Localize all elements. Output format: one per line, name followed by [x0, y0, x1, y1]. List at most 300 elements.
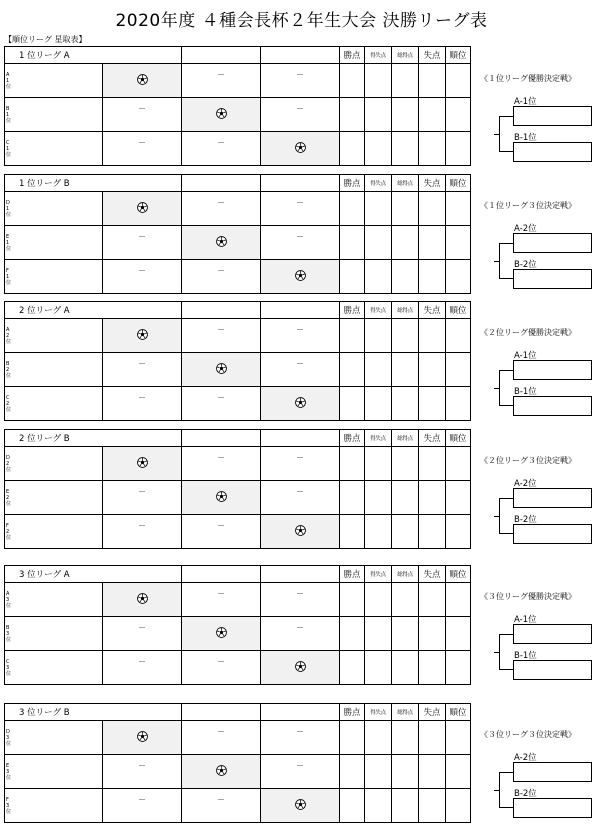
- stat-header: 順位: [446, 302, 471, 319]
- stat-header: 得失点: [365, 302, 392, 319]
- team-label: D 1 位: [5, 192, 103, 226]
- stat-cell[interactable]: [419, 64, 446, 98]
- header-blank-cell: [261, 175, 340, 192]
- final-score-box-1[interactable]: [513, 624, 592, 644]
- self-match-cell: [182, 481, 261, 515]
- self-match-cell: [103, 64, 182, 98]
- stat-cell[interactable]: [419, 515, 446, 549]
- stat-cell[interactable]: [392, 721, 419, 755]
- soccer-ball-icon: [216, 627, 227, 638]
- stat-header: 得失点: [365, 175, 392, 192]
- soccer-ball-icon: [216, 108, 227, 119]
- match-result-cell[interactable]: [182, 260, 261, 294]
- stat-header: 失点: [419, 302, 446, 319]
- match-result-cell[interactable]: [182, 319, 261, 353]
- team-row: [5, 651, 471, 685]
- match-dash: －: [296, 761, 304, 770]
- stat-cell[interactable]: [340, 64, 365, 98]
- bracket-line: [499, 116, 513, 152]
- stat-header: 失点: [419, 704, 446, 721]
- header-blank-cell: [182, 704, 261, 721]
- team-label: C 1 位: [5, 132, 103, 166]
- final-title: 《３位リーグ３位決定戦》: [480, 730, 576, 739]
- bracket-stem: [494, 388, 499, 389]
- stat-cell[interactable]: [419, 789, 446, 823]
- match-dash: －: [296, 70, 305, 79]
- stat-cell[interactable]: [419, 192, 446, 226]
- league-table: [4, 174, 470, 294]
- team-row: [5, 515, 471, 549]
- match-result-cell[interactable]: [103, 515, 182, 549]
- stat-header: 失点: [419, 430, 446, 447]
- match-result-cell[interactable]: [261, 353, 340, 387]
- self-match-cell: [182, 617, 261, 651]
- stat-cell[interactable]: [446, 447, 471, 481]
- team-label: C 3 位: [5, 651, 103, 685]
- stat-header: 失点: [419, 175, 446, 192]
- stat-header: 総得点: [392, 175, 419, 192]
- stat-cell[interactable]: [419, 617, 446, 651]
- stat-cell[interactable]: [365, 319, 392, 353]
- stat-cell[interactable]: [392, 481, 419, 515]
- self-match-cell: [261, 789, 340, 823]
- match-dash: －: [296, 325, 305, 334]
- stat-cell[interactable]: [365, 192, 392, 226]
- league-table: [4, 703, 470, 823]
- stat-cell[interactable]: [392, 353, 419, 387]
- match-result-cell[interactable]: [182, 387, 261, 421]
- stat-cell[interactable]: [446, 226, 471, 260]
- final-participant-1: A-1位: [514, 351, 537, 361]
- team-row: [5, 353, 471, 387]
- stat-cell[interactable]: [419, 353, 446, 387]
- match-result-cell[interactable]: [103, 353, 182, 387]
- final-bracket: [480, 327, 602, 397]
- match-dash: －: [138, 266, 146, 275]
- match-result-cell[interactable]: [182, 64, 261, 98]
- match-result-cell[interactable]: [103, 755, 182, 789]
- stat-cell[interactable]: [419, 387, 446, 421]
- match-dash: －: [138, 104, 146, 113]
- stat-header: 得失点: [365, 47, 392, 64]
- final-score-box-1[interactable]: [513, 233, 592, 253]
- soccer-ball-icon: [137, 457, 148, 468]
- stat-cell[interactable]: [340, 515, 365, 549]
- stat-cell[interactable]: [419, 721, 446, 755]
- team-label: D 2 位: [5, 447, 103, 481]
- stat-header: 総得点: [392, 704, 419, 721]
- final-participant-2: B-2位: [514, 789, 537, 799]
- stat-cell[interactable]: [446, 260, 471, 294]
- team-label: F 1 位: [5, 260, 103, 294]
- match-dash: －: [296, 623, 305, 632]
- match-dash: －: [296, 487, 304, 496]
- match-dash: －: [217, 657, 226, 666]
- soccer-ball-icon: [295, 270, 306, 281]
- team-label: C 2 位: [5, 387, 103, 421]
- team-row: [5, 447, 471, 481]
- stat-cell[interactable]: [392, 319, 419, 353]
- stat-cell[interactable]: [340, 755, 365, 789]
- final-bracket: [480, 73, 602, 143]
- final-bracket: [480, 729, 602, 799]
- bracket-stem: [494, 261, 499, 262]
- team-label: A 2 位: [5, 319, 103, 353]
- soccer-ball-icon: [295, 799, 306, 810]
- self-match-cell: [182, 226, 261, 260]
- match-dash: －: [217, 266, 225, 275]
- match-result-cell[interactable]: [182, 721, 261, 755]
- stat-cell[interactable]: [392, 387, 419, 421]
- stat-cell[interactable]: [365, 789, 392, 823]
- league-name: 2 位リーグ B: [5, 430, 182, 447]
- league-name: 3 位リーグ B: [5, 704, 182, 721]
- stat-cell[interactable]: [365, 226, 392, 260]
- team-label: A 3 位: [5, 583, 103, 617]
- stat-cell[interactable]: [392, 583, 419, 617]
- stat-cell[interactable]: [392, 447, 419, 481]
- bracket-line: [499, 498, 513, 534]
- header-blank-cell: [261, 566, 340, 583]
- final-score-box-1[interactable]: [513, 360, 592, 380]
- self-match-cell: [103, 583, 182, 617]
- stat-cell[interactable]: [392, 789, 419, 823]
- self-match-cell: [103, 192, 182, 226]
- stat-cell[interactable]: [446, 755, 471, 789]
- stat-cell[interactable]: [446, 192, 471, 226]
- self-match-cell: [182, 353, 261, 387]
- match-result-cell[interactable]: [261, 755, 340, 789]
- team-row: [5, 226, 471, 260]
- match-result-cell[interactable]: [182, 651, 261, 685]
- match-dash: －: [138, 359, 146, 368]
- stat-cell[interactable]: [419, 481, 446, 515]
- team-row: [5, 583, 471, 617]
- stat-header: 順位: [446, 704, 471, 721]
- match-dash: －: [138, 232, 146, 241]
- stat-cell[interactable]: [392, 515, 419, 549]
- stat-cell[interactable]: [365, 617, 392, 651]
- match-result-cell[interactable]: [103, 387, 182, 421]
- match-dash: －: [296, 104, 305, 113]
- stat-cell[interactable]: [340, 132, 365, 166]
- self-match-cell: [261, 260, 340, 294]
- match-dash: －: [217, 70, 226, 79]
- match-result-cell[interactable]: [261, 192, 340, 226]
- stat-cell[interactable]: [419, 319, 446, 353]
- team-label: B 1 位: [5, 98, 103, 132]
- final-title: 《１位リーグ優勝決定戦》: [480, 74, 576, 83]
- match-result-cell[interactable]: [261, 319, 340, 353]
- stat-cell[interactable]: [340, 617, 365, 651]
- final-score-box-1[interactable]: [513, 762, 592, 782]
- stat-cell[interactable]: [392, 226, 419, 260]
- stat-cell[interactable]: [446, 617, 471, 651]
- soccer-ball-icon: [216, 491, 227, 502]
- match-result-cell[interactable]: [261, 617, 340, 651]
- league-name: 2 位リーグ A: [5, 302, 182, 319]
- self-match-cell: [261, 387, 340, 421]
- final-participant-2: B-2位: [514, 515, 537, 525]
- stat-cell[interactable]: [446, 651, 471, 685]
- stat-header: 順位: [446, 430, 471, 447]
- stat-cell[interactable]: [419, 447, 446, 481]
- stat-cell[interactable]: [365, 755, 392, 789]
- match-result-cell[interactable]: [103, 789, 182, 823]
- final-participant-2: B-2位: [514, 260, 537, 270]
- stat-cell[interactable]: [340, 721, 365, 755]
- soccer-ball-icon: [137, 593, 148, 604]
- stat-cell[interactable]: [340, 447, 365, 481]
- league-table: [4, 46, 470, 166]
- stat-cell[interactable]: [446, 387, 471, 421]
- stat-cell[interactable]: [340, 481, 365, 515]
- final-score-box-2[interactable]: [513, 269, 592, 289]
- stat-header: 失点: [419, 47, 446, 64]
- bracket-line: [499, 634, 513, 670]
- self-match-cell: [103, 447, 182, 481]
- team-label: D 3 位: [5, 721, 103, 755]
- stat-header: 総得点: [392, 566, 419, 583]
- stat-cell[interactable]: [340, 260, 365, 294]
- match-dash: －: [296, 359, 305, 368]
- stat-header: 総得点: [392, 47, 419, 64]
- stat-cell[interactable]: [446, 353, 471, 387]
- stat-cell[interactable]: [340, 387, 365, 421]
- stat-cell[interactable]: [446, 98, 471, 132]
- stat-header: 順位: [446, 175, 471, 192]
- final-score-box-1[interactable]: [513, 106, 592, 126]
- team-row: [5, 617, 471, 651]
- stat-cell[interactable]: [392, 755, 419, 789]
- final-bracket: [480, 591, 602, 661]
- bracket-stem: [494, 652, 499, 653]
- match-dash: －: [296, 232, 304, 241]
- league-name: 1 位リーグ B: [5, 175, 182, 192]
- match-result-cell[interactable]: [261, 226, 340, 260]
- final-score-box-2[interactable]: [513, 142, 592, 162]
- final-participant-1: A-1位: [514, 97, 537, 107]
- match-result-cell[interactable]: [103, 132, 182, 166]
- stat-cell[interactable]: [446, 319, 471, 353]
- stat-cell[interactable]: [365, 387, 392, 421]
- stat-cell[interactable]: [392, 617, 419, 651]
- final-title: 《１位リーグ３位決定戦》: [480, 201, 576, 210]
- match-result-cell[interactable]: [261, 481, 340, 515]
- stat-cell[interactable]: [340, 98, 365, 132]
- league-table: [4, 565, 470, 685]
- stat-cell[interactable]: [340, 226, 365, 260]
- soccer-ball-icon: [216, 236, 227, 247]
- match-result-cell[interactable]: [261, 64, 340, 98]
- match-dash: －: [217, 727, 225, 736]
- stat-cell[interactable]: [365, 64, 392, 98]
- match-result-cell[interactable]: [103, 481, 182, 515]
- stat-cell[interactable]: [340, 583, 365, 617]
- header-blank-cell: [182, 47, 261, 64]
- stat-cell[interactable]: [446, 789, 471, 823]
- self-match-cell: [261, 132, 340, 166]
- header-blank-cell: [261, 430, 340, 447]
- stat-header: 勝点: [340, 302, 365, 319]
- stat-cell[interactable]: [446, 481, 471, 515]
- stat-cell[interactable]: [340, 651, 365, 685]
- final-participant-1: A-2位: [514, 753, 537, 763]
- self-match-cell: [261, 515, 340, 549]
- match-result-cell[interactable]: [182, 583, 261, 617]
- match-dash: －: [296, 727, 304, 736]
- league-table: [4, 301, 470, 421]
- stat-cell[interactable]: [446, 721, 471, 755]
- stat-cell[interactable]: [392, 132, 419, 166]
- final-participant-1: A-2位: [514, 479, 537, 489]
- stat-cell[interactable]: [340, 319, 365, 353]
- stat-cell[interactable]: [365, 583, 392, 617]
- stat-cell[interactable]: [340, 789, 365, 823]
- match-dash: －: [217, 325, 226, 334]
- match-result-cell[interactable]: [182, 515, 261, 549]
- header-blank-cell: [261, 302, 340, 319]
- stat-header: 勝点: [340, 430, 365, 447]
- match-dash: －: [138, 623, 146, 632]
- match-result-cell[interactable]: [261, 583, 340, 617]
- league-name: 3 位リーグ A: [5, 566, 182, 583]
- final-title: 《２位リーグ優勝決定戦》: [480, 328, 576, 337]
- stat-cell[interactable]: [365, 721, 392, 755]
- stat-cell[interactable]: [365, 651, 392, 685]
- final-participant-2: B-1位: [514, 387, 537, 397]
- match-result-cell[interactable]: [182, 789, 261, 823]
- stat-cell[interactable]: [365, 481, 392, 515]
- team-label: F 2 位: [5, 515, 103, 549]
- league-name: 1 位リーグ A: [5, 47, 182, 64]
- stat-cell[interactable]: [365, 260, 392, 294]
- match-result-cell[interactable]: [182, 132, 261, 166]
- final-score-box-2[interactable]: [513, 798, 592, 818]
- stat-cell[interactable]: [392, 651, 419, 685]
- match-dash: －: [217, 198, 225, 207]
- header-blank-cell: [182, 566, 261, 583]
- stat-cell[interactable]: [419, 755, 446, 789]
- header-blank-cell: [182, 430, 261, 447]
- soccer-ball-icon: [216, 363, 227, 374]
- bracket-stem: [494, 516, 499, 517]
- team-row: [5, 789, 471, 823]
- match-result-cell[interactable]: [103, 617, 182, 651]
- match-dash: －: [217, 453, 225, 462]
- stat-header: 得失点: [365, 430, 392, 447]
- team-label: A 1 位: [5, 64, 103, 98]
- team-label: E 1 位: [5, 226, 103, 260]
- stat-cell[interactable]: [365, 447, 392, 481]
- match-result-cell[interactable]: [182, 447, 261, 481]
- team-label: B 2 位: [5, 353, 103, 387]
- stat-cell[interactable]: [365, 132, 392, 166]
- stat-cell[interactable]: [419, 260, 446, 294]
- bracket-line: [499, 243, 513, 279]
- stat-cell[interactable]: [340, 353, 365, 387]
- match-result-cell[interactable]: [103, 260, 182, 294]
- stat-cell[interactable]: [419, 226, 446, 260]
- stat-cell[interactable]: [419, 583, 446, 617]
- match-result-cell[interactable]: [103, 226, 182, 260]
- page-title: 2020年度 ４種会長杯２年生大会 決勝リーグ表: [115, 11, 488, 31]
- header-blank-cell: [261, 47, 340, 64]
- stat-cell[interactable]: [419, 132, 446, 166]
- bracket-stem: [494, 134, 499, 135]
- team-label: E 2 位: [5, 481, 103, 515]
- soccer-ball-icon: [295, 525, 306, 536]
- stat-header: 得失点: [365, 704, 392, 721]
- stat-cell[interactable]: [419, 651, 446, 685]
- stat-cell[interactable]: [446, 515, 471, 549]
- stat-cell[interactable]: [419, 98, 446, 132]
- stat-header: 順位: [446, 47, 471, 64]
- stat-cell[interactable]: [392, 64, 419, 98]
- match-result-cell[interactable]: [103, 651, 182, 685]
- stat-cell[interactable]: [446, 583, 471, 617]
- match-dash: －: [138, 761, 146, 770]
- header-blank-cell: [182, 302, 261, 319]
- final-score-box-1[interactable]: [513, 488, 592, 508]
- stat-cell[interactable]: [392, 98, 419, 132]
- match-result-cell[interactable]: [182, 192, 261, 226]
- page-subtitle: 【順位リーグ 星取表】: [4, 35, 87, 44]
- match-dash: －: [217, 589, 226, 598]
- team-row: [5, 98, 471, 132]
- stat-cell[interactable]: [392, 192, 419, 226]
- stat-header: 勝点: [340, 175, 365, 192]
- stat-cell[interactable]: [365, 353, 392, 387]
- soccer-ball-icon: [137, 731, 148, 742]
- match-result-cell[interactable]: [261, 447, 340, 481]
- match-result-cell[interactable]: [261, 98, 340, 132]
- stat-cell[interactable]: [365, 98, 392, 132]
- stat-cell[interactable]: [392, 260, 419, 294]
- final-participant-1: A-2位: [514, 224, 537, 234]
- final-participant-2: B-1位: [514, 133, 537, 143]
- stat-cell[interactable]: [340, 192, 365, 226]
- stat-cell[interactable]: [446, 64, 471, 98]
- final-score-box-2[interactable]: [513, 396, 592, 416]
- match-dash: －: [217, 795, 225, 804]
- soccer-ball-icon: [137, 74, 148, 85]
- stat-header: 総得点: [392, 430, 419, 447]
- stat-header: 勝点: [340, 566, 365, 583]
- self-match-cell: [103, 319, 182, 353]
- match-dash: －: [296, 589, 305, 598]
- team-label: F 3 位: [5, 789, 103, 823]
- final-score-box-2[interactable]: [513, 524, 592, 544]
- bracket-line: [499, 772, 513, 808]
- final-score-box-2[interactable]: [513, 660, 592, 680]
- stat-cell[interactable]: [446, 132, 471, 166]
- team-row: [5, 64, 471, 98]
- final-participant-1: A-1位: [514, 615, 537, 625]
- final-bracket: [480, 455, 602, 525]
- match-dash: －: [296, 453, 304, 462]
- match-dash: －: [296, 198, 304, 207]
- match-dash: －: [138, 393, 146, 402]
- stat-cell[interactable]: [365, 515, 392, 549]
- final-title: 《３位リーグ優勝決定戦》: [480, 592, 576, 601]
- match-result-cell[interactable]: [261, 721, 340, 755]
- soccer-ball-icon: [137, 329, 148, 340]
- header-blank-cell: [182, 175, 261, 192]
- match-result-cell[interactable]: [103, 98, 182, 132]
- header-blank-cell: [261, 704, 340, 721]
- match-dash: －: [138, 795, 146, 804]
